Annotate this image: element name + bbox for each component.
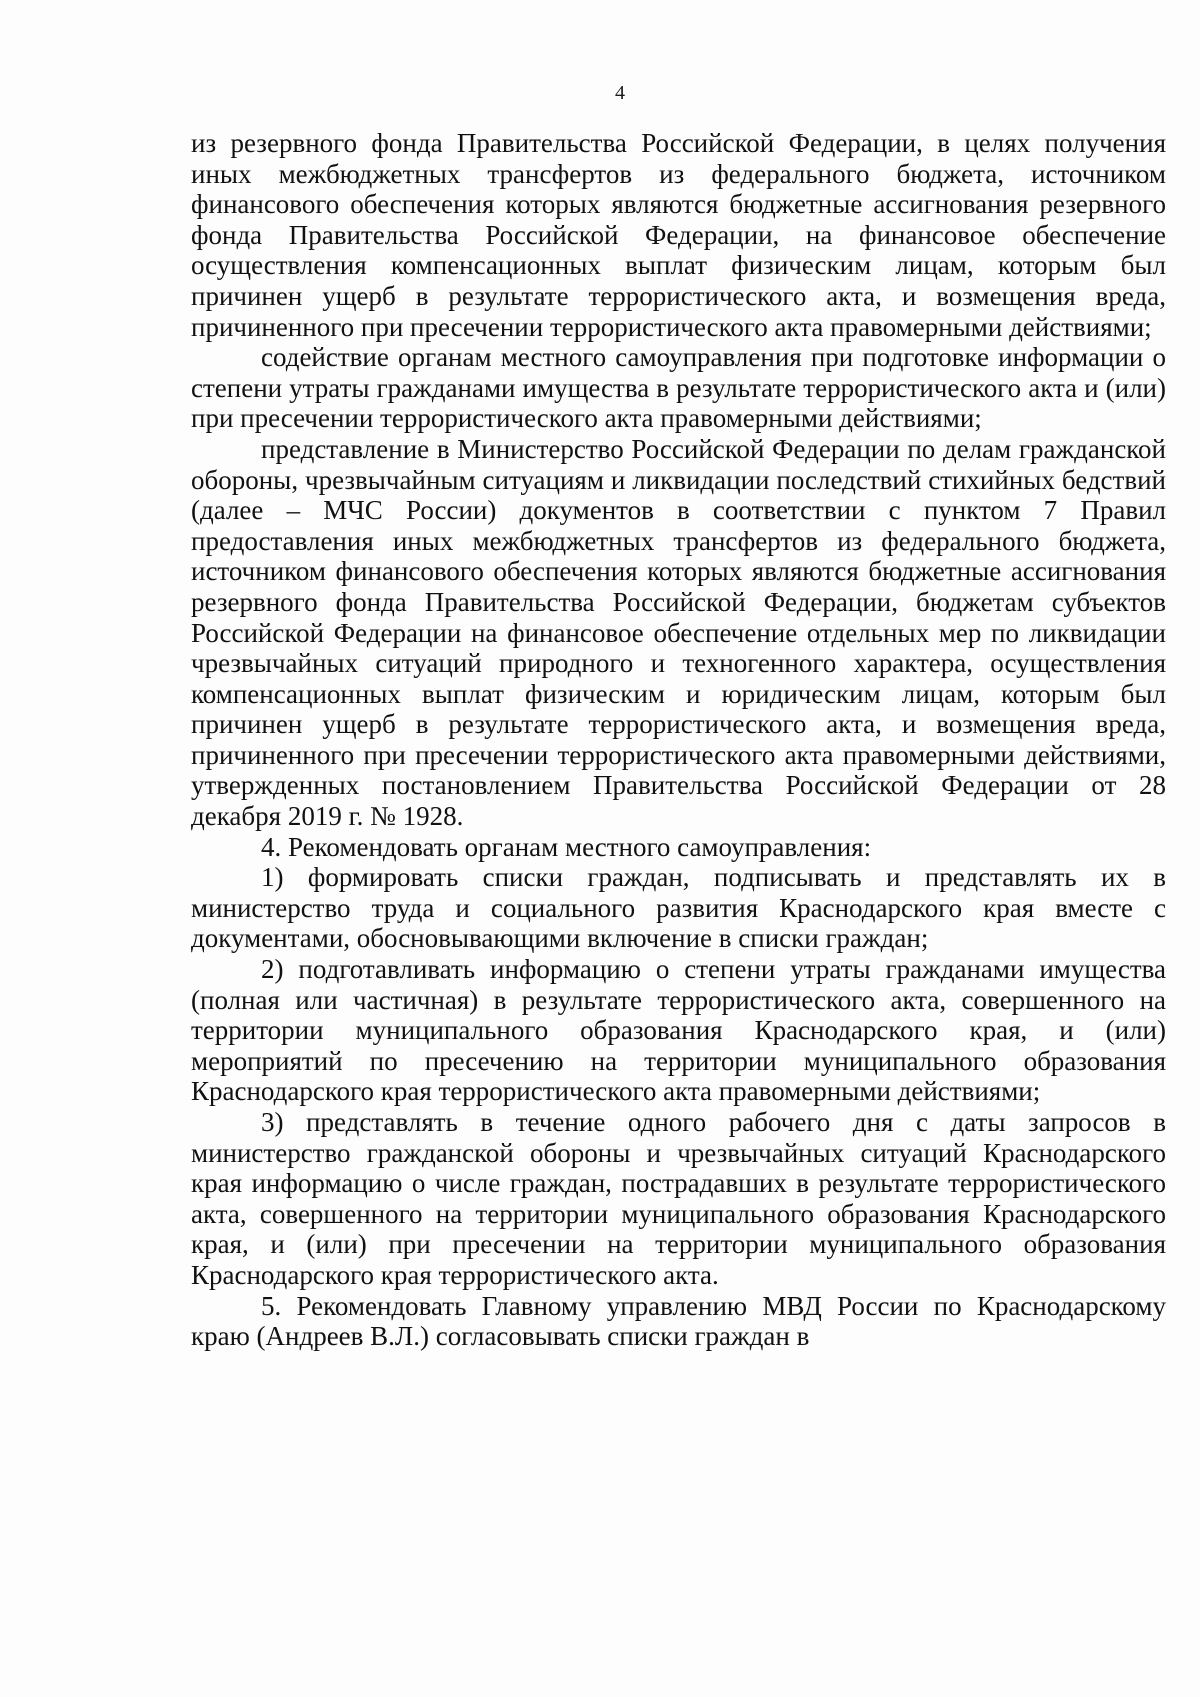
paragraph-3: представление в Министерство Российской Федерации по делам гражданской обороны, чрезвычайным ситуациям и ликвидации последствий стихийных бедствий (далее – МЧС России) документов в соответствии с пунктом 7 Правил предоставления иных межбюджетных трансфертов из федерального бюджета, источником финансового обеспечения которых являются бюджетные ассигнования резервного фонда Правительства Российской Федерации, бюджетам субъектов Российской Федерации на финансовое обеспечение отдельных мер по ликвидации чрезвычайных ситуаций природного и техногенного характера, осуществления компенсационных выплат физическим и юридическим лицам, которым был причинен ущерб в результате террористического акта, и возмещения вреда, причиненного при пресечении террористического акта правомерными действиями, утвержденных постановлением Правительства Российской Федерации от 28 декабря 2019 г. № 1928. bbox=[191, 433, 1166, 832]
paragraph-2: содействие органам местного самоуправления при подготовке информации о степени утраты гражданами имущества в результате террористического акта и (или) при пресечении террористического акта правомерными действиями; bbox=[191, 342, 1166, 434]
paragraph-7: 3) представлять в течение одного рабочего дня с даты запросов в министерство гражданской обороны и чрезвычайных ситуаций Краснодарского края информацию о числе граждан, пострадавших в результате террористического акта, совершенного на территории муниципального образования Краснодарского края, и (или) при пресечении на территории муниципального образования Краснодарского края террористического акта. bbox=[191, 1107, 1166, 1290]
paragraph-5: 1) формировать списки граждан, подписывать и представлять их в министерство труда и социального развития Краснодарского края вместе с документами, обосновывающими включение в списки граждан; bbox=[191, 862, 1166, 954]
page-number: 4 bbox=[615, 82, 625, 104]
paragraph-1: из резервного фонда Правительства Российской Федерации, в целях получения иных межбюджетных трансфертов из федерального бюджета, источником финансового обеспечения которых являются бюджетные ассигнования резервного фонда Правительства Российской Федерации, на финансовое обеспечение осуществления компенсационных выплат физическим лицам, которым был причинен ущерб в результате террористического акта, и возмещения вреда, причиненного при пресечении террористического акта правомерными действиями; bbox=[191, 128, 1166, 342]
paragraph-6: 2) подготавливать информацию о степени утраты гражданами имущества (полная или частичная) в результате террористического акта, совершенного на территории муниципального образования Краснодарского края, и (или) мероприятий по пресечению на территории муниципального образования Краснодарского края террористического акта правомерными действиями; bbox=[191, 954, 1166, 1107]
paragraph-8: 5. Рекомендовать Главному управлению МВД России по Краснодарскому краю (Андреев В.Л.) согласовывать списки граждан в bbox=[191, 1290, 1166, 1352]
paragraph-4: 4. Рекомендовать органам местного самоуправления: bbox=[261, 831, 872, 862]
document-body bbox=[191, 128, 1166, 1352]
